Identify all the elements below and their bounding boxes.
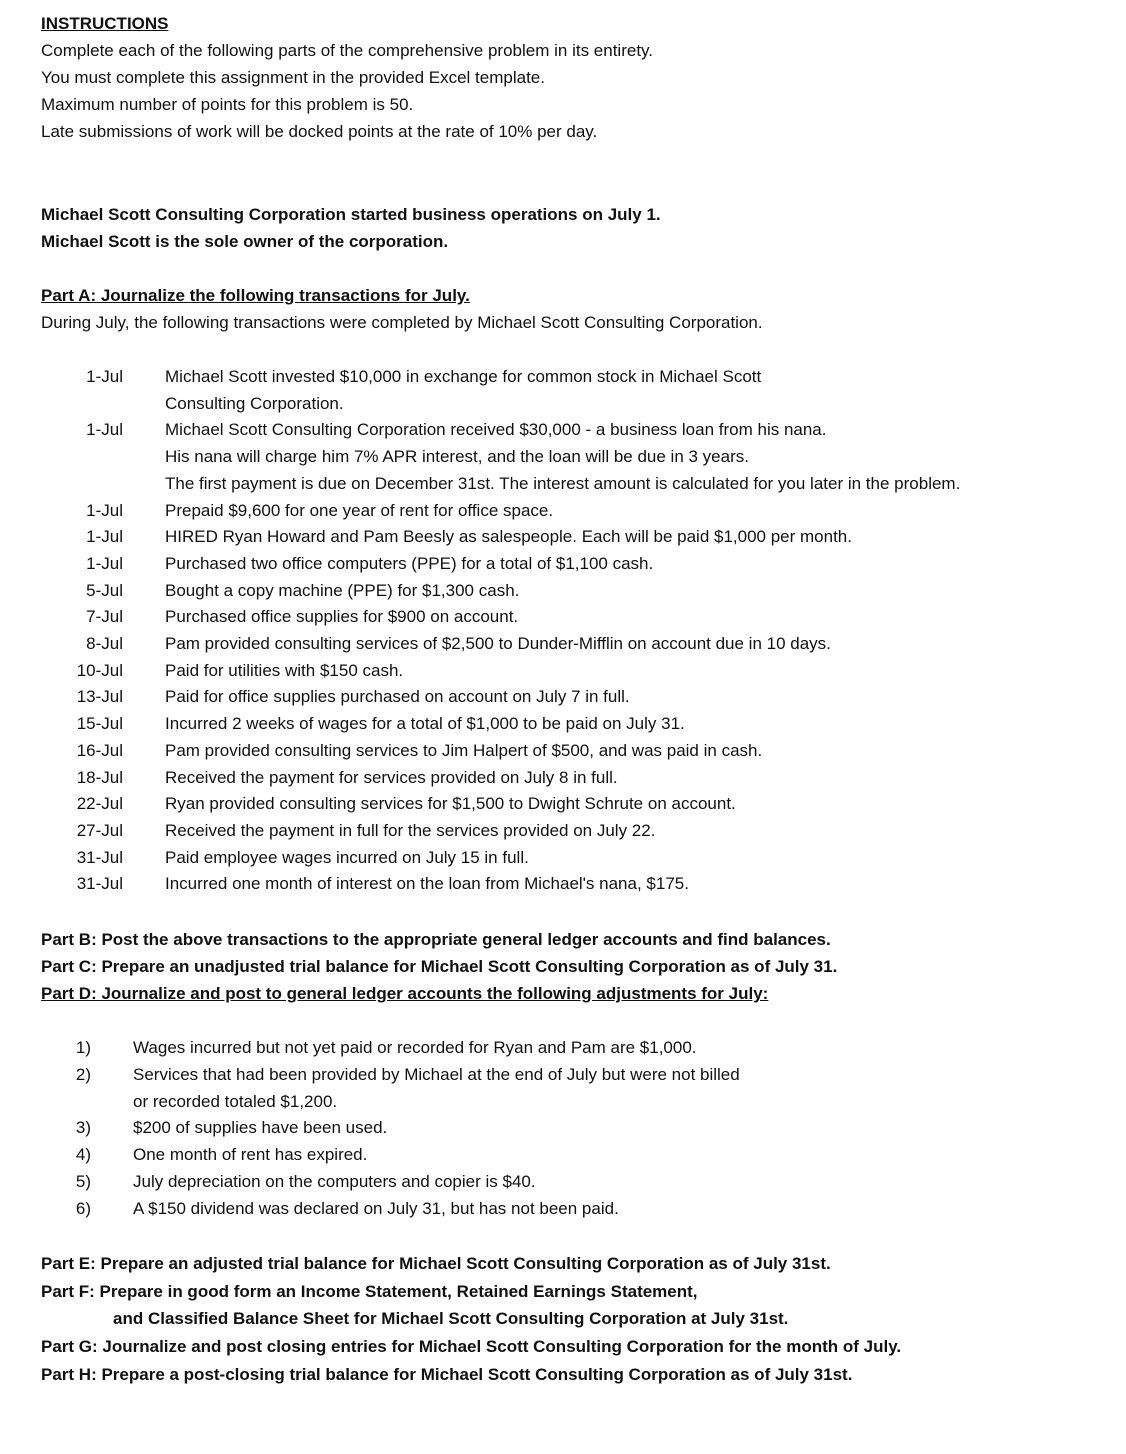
transaction-date: 22-Jul: [76, 794, 123, 814]
adjustment-description: or recorded totaled $1,200.: [133, 1091, 338, 1111]
transaction-description: Michael Scott Consulting Corporation received $30,000 - a business loan from his nana.: [165, 420, 827, 440]
intro-section: [41, 201, 1116, 255]
transaction-row: [41, 818, 1116, 845]
transaction-date: 13-Jul: [76, 687, 123, 707]
transaction-date: 1-Jul: [86, 367, 123, 386]
transaction-date: 18-Jul: [76, 767, 123, 787]
transaction-date: 1-Jul: [86, 527, 123, 547]
instructions-section: [41, 10, 1116, 145]
transaction-description: Purchased two office computers (PPE) for a total of $1,100 cash.: [165, 553, 654, 573]
part-g: Part G: Journalize and post closing entries for Michael Scott Consulting Corporation for the month of July.: [41, 1337, 902, 1357]
intro-line: Michael Scott is the sole owner of the corporation.: [41, 232, 449, 251]
part-a-section: [41, 282, 1116, 336]
transaction-row: [41, 765, 1116, 792]
transaction-date: 8-Jul: [86, 634, 123, 654]
instructions-heading: INSTRUCTIONS: [41, 14, 169, 33]
transaction-row: [41, 444, 1116, 471]
adjustment-number: 2): [75, 1064, 91, 1084]
transaction-row: [41, 871, 1116, 898]
adjustment-row: [41, 1142, 1116, 1169]
transaction-description: Paid for office supplies purchased on account on July 7 in full.: [165, 687, 630, 707]
transaction-date: 31-Jul: [76, 874, 123, 894]
adjustment-number: 3): [75, 1118, 91, 1138]
transaction-row: [41, 604, 1116, 631]
transaction-date: 10-Jul: [76, 660, 123, 680]
adjustment-row: [41, 1196, 1116, 1223]
transaction-row: [41, 524, 1116, 551]
instruction-line: Late submissions of work will be docked points at the rate of 10% per day.: [41, 122, 598, 141]
parts-e-h: [41, 1250, 1116, 1389]
transaction-date: [41, 471, 123, 498]
adjustment-row: [41, 1035, 1116, 1062]
transaction-row: [41, 631, 1116, 658]
transaction-date: 5-Jul: [86, 580, 123, 600]
transaction-description: Received the payment for services provided on July 8 in full.: [165, 767, 618, 787]
adjustment-description: Services that had been provided by Michael at the end of July but were not billed: [133, 1064, 740, 1084]
parts-b-c-d: [41, 926, 1116, 1007]
transaction-description: Pam provided consulting services to Jim Halpert of $500, and was paid in cash.: [165, 740, 763, 760]
transaction-row: [41, 551, 1116, 578]
adjustment-description: One month of rent has expired.: [133, 1145, 368, 1165]
adjustment-description: Wages incurred but not yet paid or recorded for Ryan and Pam are $1,000.: [133, 1038, 697, 1057]
transaction-row: [41, 738, 1116, 765]
transaction-row: [41, 578, 1116, 605]
adjustment-description: A $150 dividend was declared on July 31, but has not been paid.: [133, 1198, 619, 1218]
transaction-row: [41, 391, 1116, 418]
instruction-line: Complete each of the following parts of the comprehensive problem in its entirety.: [41, 41, 653, 60]
transaction-date: 15-Jul: [76, 714, 123, 734]
instruction-line: You must complete this assignment in the provided Excel template.: [41, 68, 545, 87]
part-e: Part E: Prepare an adjusted trial balance for Michael Scott Consulting Corporation as of July 31st.: [41, 1254, 831, 1273]
adjustment-number: 6): [75, 1198, 91, 1218]
transaction-row: [41, 364, 1116, 391]
transaction-date: 1-Jul: [86, 553, 123, 573]
transaction-row: [41, 417, 1116, 444]
adjustment-number: 5): [75, 1171, 91, 1191]
transaction-description: Paid employee wages incurred on July 15 in full.: [165, 847, 529, 867]
transaction-row: [41, 791, 1116, 818]
transaction-date: 16-Jul: [76, 740, 123, 760]
part-a-heading: Part A: Journalize the following transactions for July.: [41, 286, 470, 305]
part-f: Part F: Prepare in good form an Income Statement, Retained Earnings Statement,: [41, 1281, 698, 1301]
transaction-row: [41, 471, 1116, 498]
part-h: Part H: Prepare a post-closing trial balance for Michael Scott Consulting Corporation as of July 31st.: [41, 1364, 853, 1384]
transaction-date: 31-Jul: [76, 847, 123, 867]
adjustment-number: 4): [75, 1145, 91, 1165]
transaction-description: Consulting Corporation.: [165, 393, 344, 413]
transaction-date: [41, 444, 123, 471]
adjustment-description: July depreciation on the computers and copier is $40.: [133, 1171, 536, 1191]
adjustment-row: [41, 1115, 1116, 1142]
part-a-subtitle: During July, the following transactions were completed by Michael Scott Consulting Corporation.: [41, 313, 763, 332]
transaction-description: Paid for utilities with $150 cash.: [165, 660, 404, 680]
transaction-description: Michael Scott invested $10,000 in exchange for common stock in Michael Scott: [165, 367, 762, 386]
transaction-date: 27-Jul: [76, 820, 123, 840]
adjustment-row: [41, 1062, 1116, 1089]
transaction-date: 7-Jul: [86, 607, 123, 627]
part-b: Part B: Post the above transactions to the appropriate general ledger accounts and find balances.: [41, 930, 831, 949]
transaction-date: [41, 391, 123, 418]
intro-line: Michael Scott Consulting Corporation started business operations on July 1.: [41, 205, 661, 224]
transaction-row: [41, 684, 1116, 711]
adjustments-list: [41, 1035, 1116, 1223]
transaction-description: Incurred one month of interest on the loan from Michael's nana, $175.: [165, 874, 689, 894]
instruction-line: Maximum number of points for this problem is 50.: [41, 95, 414, 114]
part-d: Part D: Journalize and post to general ledger accounts the following adjustments for July:: [41, 984, 769, 1003]
transaction-row: [41, 658, 1116, 685]
transaction-date: 1-Jul: [86, 420, 123, 440]
transaction-description: Received the payment in full for the services provided on July 22.: [165, 820, 656, 840]
transaction-description: Pam provided consulting services of $2,500 to Dunder-Mifflin on account due in 10 days.: [165, 634, 831, 654]
adjustment-row: [41, 1169, 1116, 1196]
transaction-description: Ryan provided consulting services for $1,500 to Dwight Schrute on account.: [165, 794, 736, 814]
transaction-row: [41, 711, 1116, 738]
transaction-description: Bought a copy machine (PPE) for $1,300 cash.: [165, 580, 520, 600]
part-c: Part C: Prepare an unadjusted trial balance for Michael Scott Consulting Corporation as of July 31.: [41, 957, 838, 976]
adjustment-description: $200 of supplies have been used.: [133, 1118, 388, 1138]
transaction-date: 1-Jul: [86, 500, 123, 520]
part-f-continued: and Classified Balance Sheet for Michael Scott Consulting Corporation at July 31st.: [113, 1309, 789, 1329]
adjustment-number: [41, 1089, 91, 1116]
transaction-description: The first payment is due on December 31st. The interest amount is calculated for you later in the problem.: [165, 473, 961, 493]
transaction-description: Incurred 2 weeks of wages for a total of $1,000 to be paid on July 31.: [165, 714, 685, 734]
transaction-description: Prepaid $9,600 for one year of rent for office space.: [165, 500, 554, 520]
transaction-description: Purchased office supplies for $900 on account.: [165, 607, 519, 627]
adjustment-number: 1): [75, 1038, 91, 1057]
transaction-row: [41, 845, 1116, 872]
transaction-description: His nana will charge him 7% APR interest, and the loan will be due in 3 years.: [165, 447, 749, 467]
transactions-list: [41, 364, 1116, 898]
transaction-description: HIRED Ryan Howard and Pam Beesly as salespeople. Each will be paid $1,000 per month.: [165, 527, 852, 547]
adjustment-row: [41, 1089, 1116, 1116]
transaction-row: [41, 498, 1116, 525]
